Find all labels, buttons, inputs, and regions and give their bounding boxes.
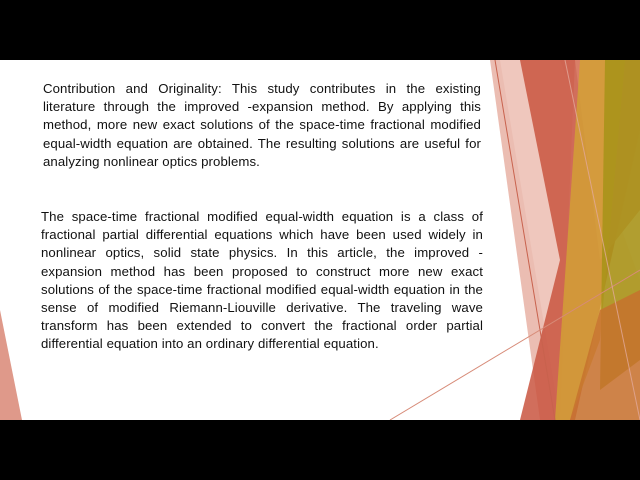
left-facet [0, 310, 22, 420]
abstract-paragraph: The space-time fractional modified equal-width equation is a class of fractional partial differential equations which have been used widely in nonlinear optics, solid state physics. In this article, the improved - expansion method has been proposed to construct more new exact solutions of the space-time fractional modified equal-width equation in the sense of modified Riemann-Liouville derivative. The traveling wave transform has been extended to convert the fractional order partial differential equation into an ordinary differential equation. [41, 209, 483, 352]
presentation-slide [0, 60, 640, 420]
contribution-paragraph: Contribution and Originality: This study contributes in the existing literature through the improved -expansion method. By applying this method, more new exact solutions of the space-time fractional modified equal-width equation are obtained. The resulting solutions are useful for analyzing nonlinear optics problems. [43, 81, 481, 169]
